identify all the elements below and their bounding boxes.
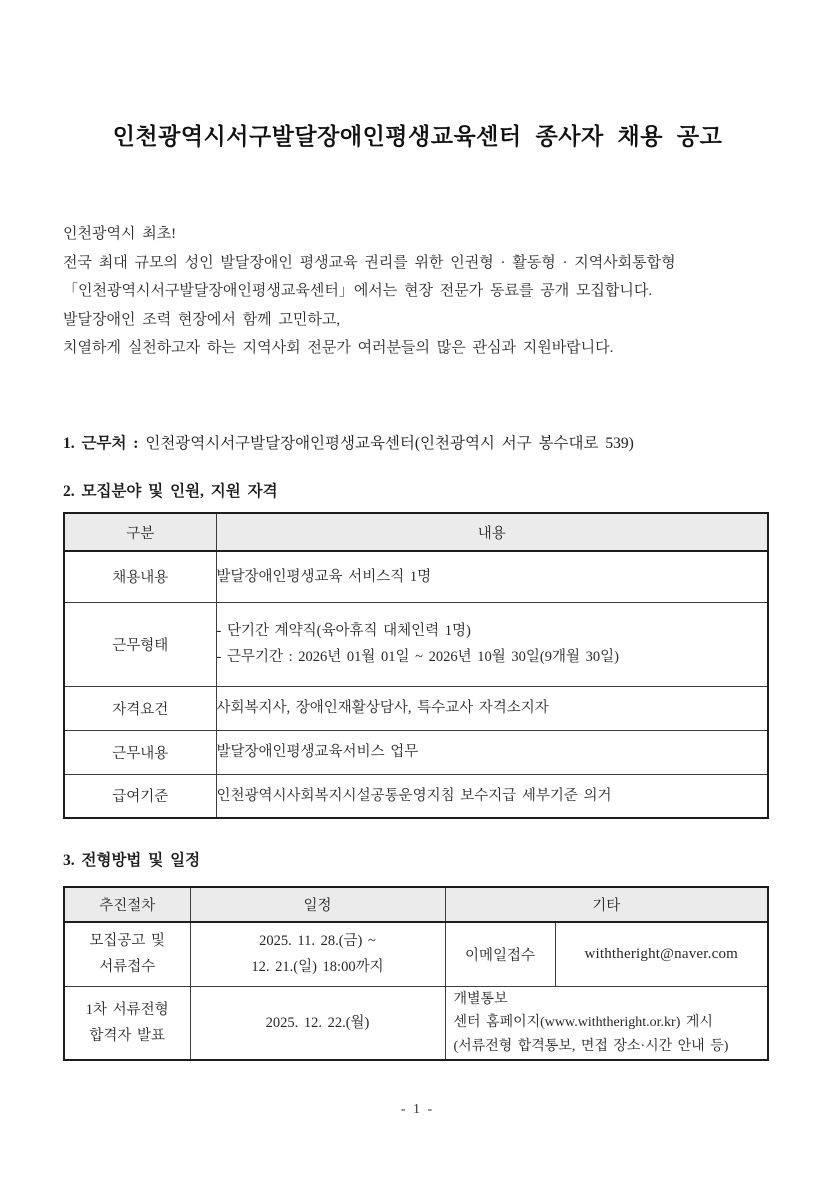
section-heading-schedule	[63, 848, 200, 870]
row-label-cell: 근무내용	[64, 730, 216, 774]
table-row	[64, 686, 768, 730]
cell-line: 1차 서류전형	[85, 1001, 169, 1018]
procedure-cell	[64, 922, 190, 986]
table-row	[64, 602, 768, 686]
row-content-cell	[216, 730, 768, 774]
table-row	[64, 551, 768, 602]
header-cell-schedule: 일정	[190, 887, 445, 922]
header-cell-procedure: 추진절차	[64, 887, 190, 922]
intro-line: 「인천광역시서구발달장애인평생교육센터」에서는 현장 전문가 동료를 공개 모집합니다.	[63, 283, 653, 299]
cell-line: 사회복지사, 장애인재활상담사, 특수교사 자격소지자	[216, 700, 549, 716]
header-cell-etc: 기타	[445, 887, 768, 922]
row-content-cell	[216, 602, 768, 686]
section-heading-recruit	[63, 479, 278, 501]
etc-notice-cell	[445, 986, 768, 1060]
table-header-row	[64, 887, 768, 922]
cell-line: 합격자 발표	[89, 1027, 166, 1044]
row-label-cell: 급여기준	[64, 774, 216, 818]
table-header-row	[64, 513, 768, 551]
intro-line: 인천광역시 최초!	[63, 226, 177, 242]
email-address: withtheright@naver.com	[584, 945, 739, 962]
row-content-cell	[216, 686, 768, 730]
row-label-cell: 채용내용	[64, 551, 216, 602]
intro-line: 발달장애인 조력 현장에서 함께 고민하고,	[63, 311, 341, 328]
cell-line: 센터 홈페이지(www.withtheright.or.kr) 게시	[453, 1015, 713, 1030]
procedure-cell	[64, 986, 190, 1060]
table-row	[64, 730, 768, 774]
etc-email-cell	[555, 922, 768, 986]
intro-paragraph	[63, 220, 773, 363]
section-text: 인천광역시서구발달장애인평생교육센터(인천광역시 서구 봉수대로 539)	[145, 435, 634, 452]
cell-line: 2025. 11. 28.(금) ~	[259, 933, 376, 950]
row-label-cell: 근무형태	[64, 602, 216, 686]
header-cell-gubun: 구분	[64, 513, 216, 551]
row-content-cell	[216, 551, 768, 602]
section-label: 2. 모집분야 및 인원, 지원 자격	[63, 483, 278, 500]
table-row	[64, 774, 768, 818]
table-row	[64, 922, 768, 986]
cell-line: - 단기간 계약직(육아휴직 대체인력 1명)	[216, 623, 471, 639]
header-cell-naeyong: 내용	[216, 513, 768, 551]
cell-line: 인천광역시사회복지시설공통운영지침 보수지급 세부기준 의거	[216, 787, 612, 804]
row-label-cell: 자격요건	[64, 686, 216, 730]
cell-line: 발달장애인평생교육서비스 업무	[216, 744, 419, 760]
section-label: 1. 근무처	[63, 435, 127, 452]
cell-line: 2025. 12. 22.(월)	[265, 1014, 370, 1031]
recruit-table	[63, 512, 769, 819]
page-title: 인천광역시서구발달장애인평생교육센터 종사자 채용 공고	[112, 123, 723, 149]
section-heading-workplace	[63, 431, 634, 453]
section-separator: :	[126, 435, 146, 452]
cell-line: 12. 21.(일) 18:00까지	[251, 959, 384, 976]
cell-line: 발달장애인평생교육 서비스직 1명	[216, 568, 432, 585]
table-row	[64, 986, 768, 1060]
etc-method-cell: 이메일접수	[445, 922, 555, 986]
intro-line: 전국 최대 규모의 성인 발달장애인 평생교육 권리를 위한 인권형 · 활동형 · 지역사회통합형	[63, 254, 676, 271]
cell-line: 개별통보	[453, 991, 508, 1007]
section-label: 3. 전형방법 및 일정	[63, 852, 201, 869]
schedule-cell	[190, 922, 445, 986]
cell-line: 모집공고 및	[89, 933, 166, 950]
cell-line: - 근무기간 : 2026년 01월 01일 ~ 2026년 10월 30일(9개월 30일)	[216, 649, 619, 665]
intro-line: 치열하게 실천하고자 하는 지역사회 전문가 여러분들의 많은 관심과 지원바랍니다.	[63, 340, 614, 356]
schedule-table	[63, 886, 769, 1061]
cell-line: 서류접수	[99, 959, 156, 976]
schedule-cell	[190, 986, 445, 1060]
page-number: - 1 -	[400, 1102, 435, 1117]
cell-line: (서류전형 합격통보, 면접 장소·시간 안내 등)	[453, 1038, 729, 1054]
row-content-cell	[216, 774, 768, 818]
